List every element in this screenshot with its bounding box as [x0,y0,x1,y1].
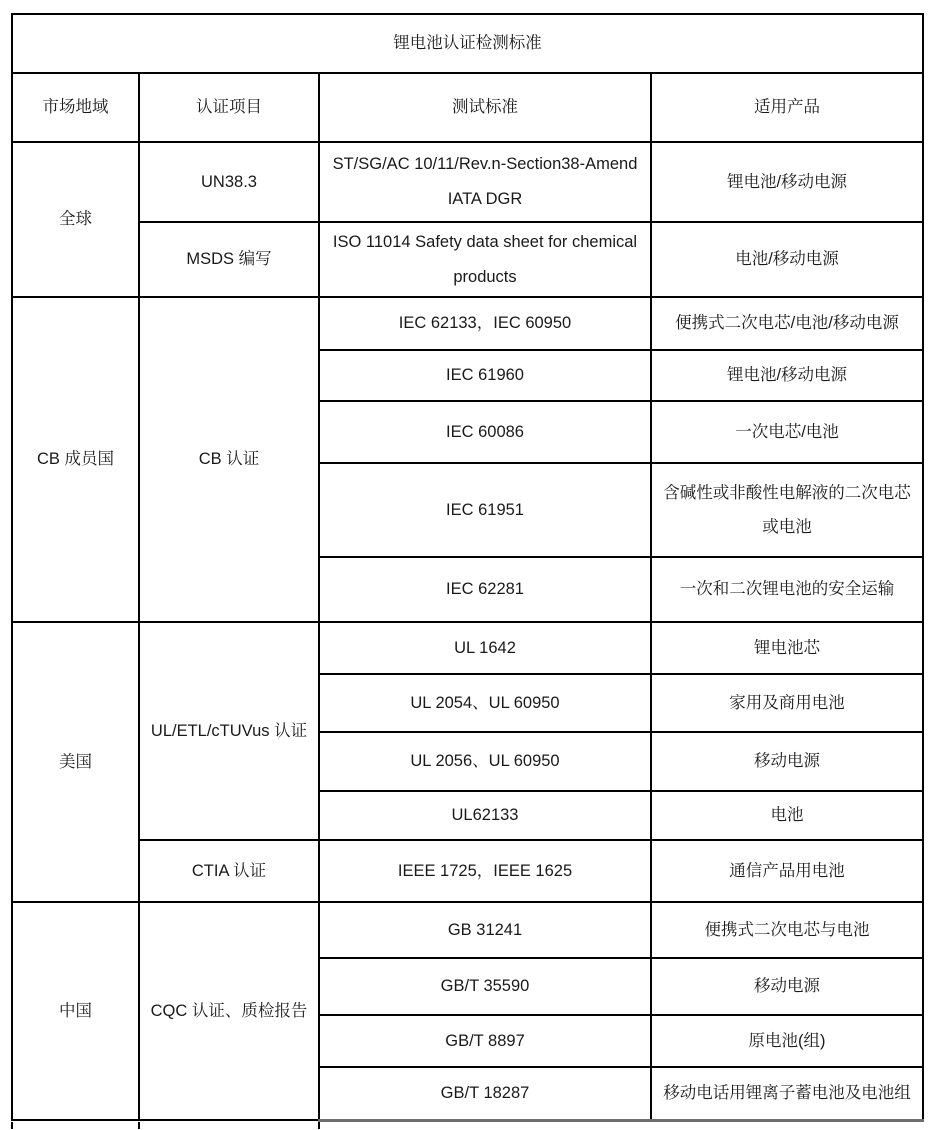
product-cell-gbt18287: 移动电话用锂离子蓄电池及电池组 [651,1067,923,1120]
product-cell-ul2056: 移动电源 [651,732,923,791]
column-header-project: 认证项目 [139,73,319,142]
table-row [12,622,923,674]
column-header-product: 适用产品 [651,73,923,142]
standard-cell-ieee1725: IEEE 1725，IEEE 1625 [319,840,651,902]
table-row [12,222,923,297]
table-row [12,297,923,350]
standard-cell-iec61951: IEC 61951 [319,463,651,557]
border-stub [318,1122,320,1129]
product-cell-iec62133: 便携式二次电芯/电池/移动电源 [651,297,923,350]
standard-cell-gbt35590: GB/T 35590 [319,958,651,1015]
standard-cell-iec61960: IEC 61960 [319,350,651,401]
standard-cell-ul1642: UL 1642 [319,622,651,674]
standard-cell-un383: ST/SG/AC 10/11/Rev.n-Section38-Amend IATA DGR [319,142,651,222]
border-stub [138,1122,140,1129]
standard-cell-iec62133: IEC 62133，IEC 60950 [319,297,651,350]
product-cell-ul2054: 家用及商用电池 [651,674,923,732]
region-cell-cb-members: CB 成员国 [12,297,139,622]
project-cell-cqc: CQC 认证、质检报告 [139,902,319,1120]
header-row [12,73,923,142]
border-stub [11,1122,13,1129]
table-row [12,902,923,958]
product-cell-ieee1725: 通信产品用电池 [651,840,923,902]
region-cell-china: 中国 [12,902,139,1120]
project-cell-cb: CB 认证 [139,297,319,622]
region-cell-usa: 美国 [12,622,139,902]
standard-cell-gbt18287: GB/T 18287 [319,1067,651,1120]
standard-cell-gbt8897: GB/T 8897 [319,1015,651,1067]
standard-cell-msds: ISO 11014 Safety data sheet for chemical products [319,222,651,297]
product-cell-ul62133: 电池 [651,791,923,840]
project-cell-un383: UN38.3 [139,142,319,222]
region-cell-global: 全球 [12,142,139,297]
product-cell-un383: 锂电池/移动电源 [651,142,923,222]
standard-cell-ul2056: UL 2056、UL 60950 [319,732,651,791]
product-cell-msds: 电池/移动电源 [651,222,923,297]
product-cell-iec61951: 含碱性或非酸性电解液的二次电芯或电池 [651,463,923,557]
project-cell-msds: MSDS 编写 [139,222,319,297]
table-row [12,840,923,902]
product-cell-iec61960: 锂电池/移动电源 [651,350,923,401]
project-cell-ul-etl: UL/ETL/cTUVus 认证 [139,622,319,840]
product-cell-iec62281: 一次和二次锂电池的安全运输 [651,557,923,622]
column-header-region: 市场地域 [12,73,139,142]
standard-cell-gb31241: GB 31241 [319,902,651,958]
project-cell-ctia: CTIA 认证 [139,840,319,902]
product-cell-gbt8897: 原电池(组) [651,1015,923,1067]
cert-table [11,13,924,1122]
table-row [12,142,923,222]
product-cell-gbt35590: 移动电源 [651,958,923,1015]
product-cell-ul1642: 锂电池芯 [651,622,923,674]
product-cell-iec60086: 一次电芯/电池 [651,401,923,463]
column-header-standard: 测试标准 [319,73,651,142]
certification-standards-table [11,13,922,1130]
product-cell-gb31241: 便携式二次电芯与电池 [651,902,923,958]
standard-cell-ul62133: UL62133 [319,791,651,840]
standard-cell-iec60086: IEC 60086 [319,401,651,463]
table-title: 锂电池认证检测标准 [12,14,923,73]
standard-cell-ul2054: UL 2054、UL 60950 [319,674,651,732]
standard-cell-iec62281: IEC 62281 [319,557,651,622]
